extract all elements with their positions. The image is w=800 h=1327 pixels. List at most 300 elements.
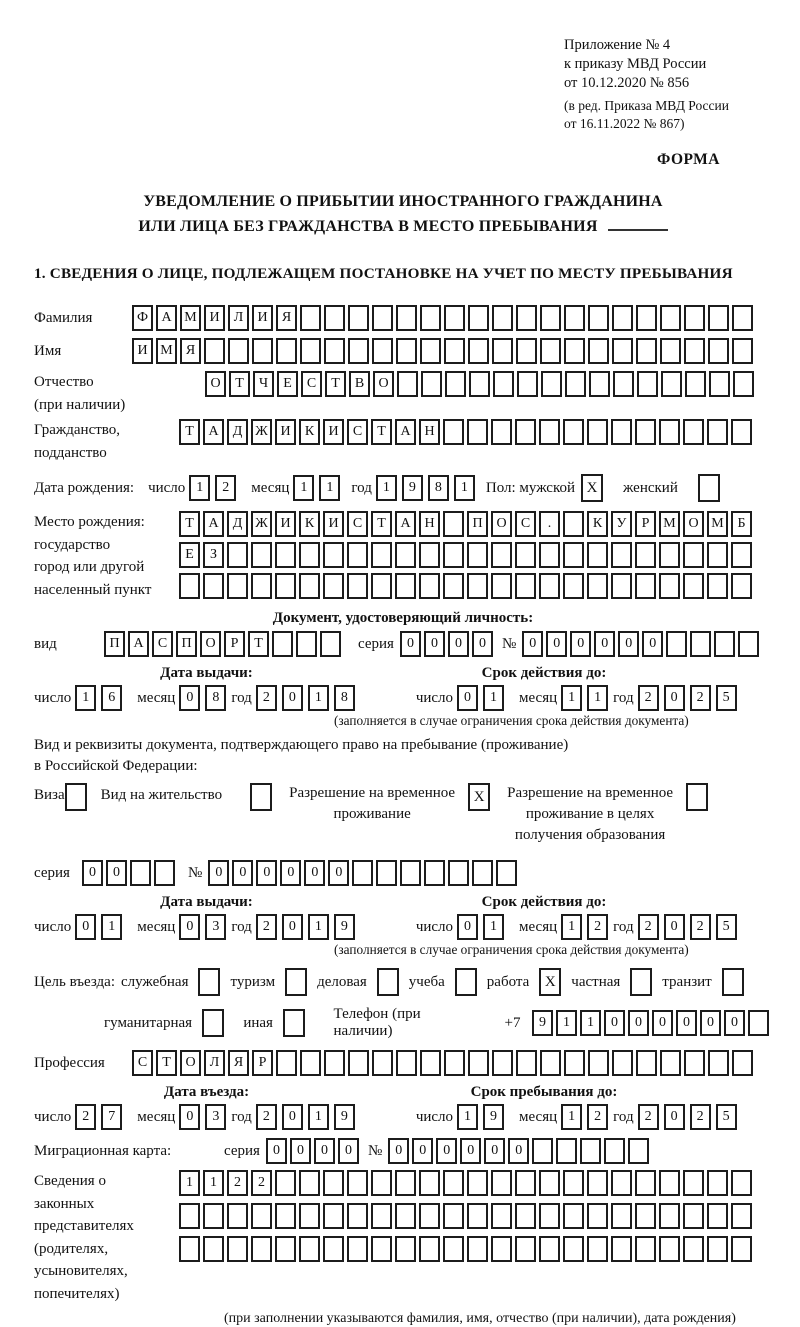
char-cell[interactable] [444,338,465,364]
char-cell[interactable] [685,371,706,397]
char-cell[interactable] [320,631,341,657]
char-cell[interactable] [683,1203,704,1229]
char-cell[interactable] [443,1203,464,1229]
char-cell[interactable] [371,573,392,599]
char-cell[interactable]: 9 [532,1010,553,1036]
char-cell[interactable] [611,542,632,568]
char-cell[interactable]: 0 [457,914,478,940]
char-cell[interactable] [563,1203,584,1229]
char-cell[interactable]: В [349,371,370,397]
char-cell[interactable]: М [659,511,680,537]
char-cell[interactable]: 0 [388,1138,409,1164]
char-cell[interactable] [443,511,464,537]
char-cell[interactable]: Т [156,1050,177,1076]
char-cell[interactable]: 0 [412,1138,433,1164]
checkbox-humanitarian[interactable] [202,1009,224,1037]
char-cell[interactable]: 0 [460,1138,481,1164]
char-cell[interactable] [515,1203,536,1229]
char-cell[interactable] [516,305,537,331]
char-cell[interactable]: . [539,511,560,537]
char-cell[interactable] [468,305,489,331]
char-cell[interactable] [179,1203,200,1229]
char-cell[interactable]: 0 [256,860,277,886]
char-cell[interactable] [347,573,368,599]
char-cell[interactable] [539,1203,560,1229]
char-cell[interactable] [707,1203,728,1229]
char-cell[interactable]: З [203,542,224,568]
char-cell[interactable] [539,573,560,599]
char-cell[interactable] [130,860,151,886]
char-cell[interactable] [589,371,610,397]
char-cell[interactable] [683,1170,704,1196]
char-cell[interactable] [731,419,752,445]
char-cell[interactable]: П [467,511,488,537]
char-cell[interactable] [635,573,656,599]
char-cell[interactable]: 1 [75,685,96,711]
char-cell[interactable]: 3 [205,1104,226,1130]
char-cell[interactable]: П [104,631,125,657]
char-cell[interactable] [732,338,753,364]
char-cell[interactable] [251,573,272,599]
char-cell[interactable] [324,338,345,364]
char-cell[interactable] [580,1138,601,1164]
char-cell[interactable] [299,1236,320,1262]
char-cell[interactable] [708,1050,729,1076]
char-cell[interactable] [347,1236,368,1262]
char-cell[interactable] [683,542,704,568]
char-cell[interactable]: 1 [376,475,397,501]
char-cell[interactable] [732,305,753,331]
char-cell[interactable] [491,573,512,599]
char-cell[interactable]: И [275,511,296,537]
char-cell[interactable] [448,860,469,886]
char-cell[interactable] [491,1203,512,1229]
checkbox-other[interactable] [283,1009,305,1037]
char-cell[interactable]: 9 [334,914,355,940]
char-cell[interactable] [587,1203,608,1229]
char-cell[interactable]: 1 [561,1104,582,1130]
char-cell[interactable]: 9 [402,475,423,501]
char-cell[interactable]: А [395,419,416,445]
char-cell[interactable] [516,338,537,364]
char-cell[interactable] [707,1236,728,1262]
char-cell[interactable]: У [611,511,632,537]
char-cell[interactable] [637,371,658,397]
char-cell[interactable]: 0 [424,631,445,657]
checkbox-residence-permit[interactable] [250,783,272,811]
char-cell[interactable] [443,1170,464,1196]
char-cell[interactable]: 0 [594,631,615,657]
char-cell[interactable]: 2 [690,914,711,940]
char-cell[interactable] [707,542,728,568]
checkbox-official[interactable] [198,968,220,996]
char-cell[interactable] [636,338,657,364]
char-cell[interactable] [396,1050,417,1076]
char-cell[interactable] [467,419,488,445]
char-cell[interactable] [635,1203,656,1229]
char-cell[interactable]: Т [325,371,346,397]
char-cell[interactable] [563,542,584,568]
char-cell[interactable] [588,305,609,331]
char-cell[interactable] [707,1170,728,1196]
char-cell[interactable] [468,1050,489,1076]
char-cell[interactable]: 0 [652,1010,673,1036]
char-cell[interactable] [516,1050,537,1076]
char-cell[interactable]: С [132,1050,153,1076]
char-cell[interactable] [539,1236,560,1262]
char-cell[interactable]: 0 [546,631,567,657]
char-cell[interactable] [372,305,393,331]
char-cell[interactable] [587,1170,608,1196]
char-cell[interactable]: 0 [106,860,127,886]
char-cell[interactable]: 0 [604,1010,625,1036]
char-cell[interactable] [492,305,513,331]
char-cell[interactable] [203,1236,224,1262]
char-cell[interactable] [732,1050,753,1076]
char-cell[interactable] [299,573,320,599]
char-cell[interactable] [372,1050,393,1076]
char-cell[interactable] [443,1236,464,1262]
char-cell[interactable] [371,1236,392,1262]
checkbox-female[interactable] [698,474,720,502]
char-cell[interactable] [347,1203,368,1229]
char-cell[interactable] [563,419,584,445]
char-cell[interactable] [419,1236,440,1262]
char-cell[interactable] [395,542,416,568]
char-cell[interactable] [731,1203,752,1229]
char-cell[interactable] [563,511,584,537]
char-cell[interactable] [587,573,608,599]
char-cell[interactable] [492,1050,513,1076]
char-cell[interactable] [611,573,632,599]
char-cell[interactable]: 1 [319,475,340,501]
char-cell[interactable] [708,305,729,331]
char-cell[interactable] [179,573,200,599]
char-cell[interactable]: 2 [256,685,277,711]
char-cell[interactable]: 0 [628,1010,649,1036]
char-cell[interactable] [467,1236,488,1262]
char-cell[interactable] [467,1170,488,1196]
char-cell[interactable] [203,573,224,599]
char-cell[interactable] [421,371,442,397]
char-cell[interactable]: И [323,419,344,445]
char-cell[interactable] [299,1170,320,1196]
char-cell[interactable] [541,371,562,397]
char-cell[interactable]: 2 [587,1104,608,1130]
char-cell[interactable] [275,542,296,568]
char-cell[interactable]: 1 [580,1010,601,1036]
char-cell[interactable] [419,542,440,568]
char-cell[interactable] [588,338,609,364]
char-cell[interactable] [604,1138,625,1164]
char-cell[interactable] [400,860,421,886]
char-cell[interactable]: 0 [724,1010,745,1036]
char-cell[interactable] [733,371,754,397]
char-cell[interactable]: Р [635,511,656,537]
char-cell[interactable] [472,860,493,886]
char-cell[interactable] [611,1170,632,1196]
char-cell[interactable]: 2 [227,1170,248,1196]
char-cell[interactable]: 0 [208,860,229,886]
char-cell[interactable]: Е [277,371,298,397]
char-cell[interactable] [347,1170,368,1196]
char-cell[interactable] [444,305,465,331]
char-cell[interactable] [565,371,586,397]
char-cell[interactable] [612,1050,633,1076]
char-cell[interactable]: Н [419,511,440,537]
char-cell[interactable] [443,419,464,445]
char-cell[interactable]: 0 [280,860,301,886]
char-cell[interactable]: Т [179,511,200,537]
char-cell[interactable] [443,542,464,568]
char-cell[interactable]: 1 [457,1104,478,1130]
char-cell[interactable]: 7 [101,1104,122,1130]
char-cell[interactable] [227,1236,248,1262]
char-cell[interactable]: 0 [472,631,493,657]
checkbox-edu-permit[interactable] [686,783,708,811]
char-cell[interactable]: Ф [132,305,153,331]
char-cell[interactable] [324,1050,345,1076]
char-cell[interactable] [539,542,560,568]
char-cell[interactable] [587,542,608,568]
char-cell[interactable] [420,338,441,364]
char-cell[interactable] [300,305,321,331]
char-cell[interactable] [276,338,297,364]
char-cell[interactable] [227,573,248,599]
char-cell[interactable] [204,338,225,364]
char-cell[interactable]: К [587,511,608,537]
char-cell[interactable] [683,419,704,445]
char-cell[interactable]: Б [731,511,752,537]
char-cell[interactable]: 8 [205,685,226,711]
char-cell[interactable]: К [299,419,320,445]
char-cell[interactable]: 0 [436,1138,457,1164]
char-cell[interactable] [491,419,512,445]
char-cell[interactable]: 5 [716,1104,737,1130]
char-cell[interactable]: Д [227,419,248,445]
char-cell[interactable]: 1 [101,914,122,940]
char-cell[interactable]: Е [179,542,200,568]
char-cell[interactable] [635,1170,656,1196]
char-cell[interactable] [635,542,656,568]
char-cell[interactable] [491,1170,512,1196]
checkbox-temp-permit[interactable]: X [468,783,490,811]
char-cell[interactable] [539,419,560,445]
char-cell[interactable]: 0 [314,1138,335,1164]
char-cell[interactable] [251,542,272,568]
char-cell[interactable] [708,338,729,364]
char-cell[interactable] [515,419,536,445]
char-cell[interactable] [323,1236,344,1262]
char-cell[interactable]: Ж [251,419,272,445]
char-cell[interactable] [532,1138,553,1164]
char-cell[interactable] [636,1050,657,1076]
char-cell[interactable]: 0 [304,860,325,886]
char-cell[interactable]: 0 [448,631,469,657]
char-cell[interactable]: М [156,338,177,364]
checkbox-private[interactable] [630,968,652,996]
char-cell[interactable] [612,305,633,331]
char-cell[interactable] [564,305,585,331]
char-cell[interactable] [395,1236,416,1262]
char-cell[interactable] [587,1236,608,1262]
char-cell[interactable]: 0 [82,860,103,886]
char-cell[interactable]: 2 [75,1104,96,1130]
char-cell[interactable] [684,338,705,364]
char-cell[interactable] [419,573,440,599]
char-cell[interactable] [275,1236,296,1262]
char-cell[interactable]: Л [204,1050,225,1076]
char-cell[interactable] [563,1170,584,1196]
char-cell[interactable] [659,1236,680,1262]
char-cell[interactable]: С [347,511,368,537]
char-cell[interactable] [324,305,345,331]
char-cell[interactable]: 2 [690,685,711,711]
checkbox-visa[interactable] [65,783,87,811]
char-cell[interactable] [738,631,759,657]
char-cell[interactable]: 0 [664,1104,685,1130]
char-cell[interactable] [563,573,584,599]
char-cell[interactable]: 1 [189,475,210,501]
char-cell[interactable] [445,371,466,397]
char-cell[interactable] [323,1203,344,1229]
char-cell[interactable] [492,338,513,364]
char-cell[interactable]: Ч [253,371,274,397]
char-cell[interactable] [748,1010,769,1036]
char-cell[interactable] [444,1050,465,1076]
char-cell[interactable] [424,860,445,886]
char-cell[interactable] [611,419,632,445]
char-cell[interactable] [611,1203,632,1229]
char-cell[interactable] [467,542,488,568]
char-cell[interactable]: 0 [664,685,685,711]
char-cell[interactable]: 0 [75,914,96,940]
char-cell[interactable]: 2 [638,1104,659,1130]
char-cell[interactable] [611,1236,632,1262]
char-cell[interactable]: 8 [428,475,449,501]
char-cell[interactable]: 1 [293,475,314,501]
char-cell[interactable] [683,1236,704,1262]
char-cell[interactable] [515,542,536,568]
char-cell[interactable] [587,419,608,445]
char-cell[interactable] [323,573,344,599]
char-cell[interactable] [515,1236,536,1262]
char-cell[interactable]: 1 [308,1104,329,1130]
char-cell[interactable]: 6 [101,685,122,711]
char-cell[interactable] [540,338,561,364]
char-cell[interactable]: М [707,511,728,537]
char-cell[interactable]: 0 [618,631,639,657]
char-cell[interactable]: Я [276,305,297,331]
char-cell[interactable]: 0 [700,1010,721,1036]
char-cell[interactable]: 1 [561,914,582,940]
char-cell[interactable] [154,860,175,886]
char-cell[interactable] [731,1236,752,1262]
char-cell[interactable]: А [203,419,224,445]
checkbox-male[interactable]: X [581,474,603,502]
char-cell[interactable] [419,1203,440,1229]
char-cell[interactable]: Н [419,419,440,445]
char-cell[interactable]: 0 [664,914,685,940]
char-cell[interactable]: 2 [690,1104,711,1130]
char-cell[interactable]: О [491,511,512,537]
char-cell[interactable]: 2 [587,914,608,940]
char-cell[interactable] [714,631,735,657]
char-cell[interactable]: 0 [179,685,200,711]
char-cell[interactable] [684,1050,705,1076]
char-cell[interactable]: 1 [556,1010,577,1036]
char-cell[interactable] [228,338,249,364]
char-cell[interactable] [300,1050,321,1076]
char-cell[interactable] [612,338,633,364]
checkbox-tourism[interactable] [285,968,307,996]
char-cell[interactable] [352,860,373,886]
char-cell[interactable]: Т [229,371,250,397]
char-cell[interactable] [395,573,416,599]
char-cell[interactable] [690,631,711,657]
char-cell[interactable] [323,542,344,568]
char-cell[interactable] [252,338,273,364]
char-cell[interactable]: 0 [338,1138,359,1164]
char-cell[interactable] [469,371,490,397]
char-cell[interactable] [613,371,634,397]
char-cell[interactable] [628,1138,649,1164]
char-cell[interactable]: А [128,631,149,657]
char-cell[interactable]: 2 [256,914,277,940]
char-cell[interactable]: 0 [642,631,663,657]
char-cell[interactable]: 0 [266,1138,287,1164]
char-cell[interactable] [563,1236,584,1262]
char-cell[interactable]: О [373,371,394,397]
char-cell[interactable] [467,1203,488,1229]
char-cell[interactable]: 2 [256,1104,277,1130]
char-cell[interactable]: 1 [203,1170,224,1196]
char-cell[interactable]: Л [228,305,249,331]
char-cell[interactable]: С [152,631,173,657]
char-cell[interactable] [420,1050,441,1076]
char-cell[interactable] [419,1170,440,1196]
char-cell[interactable] [299,542,320,568]
char-cell[interactable] [275,1170,296,1196]
char-cell[interactable] [709,371,730,397]
char-cell[interactable]: 1 [179,1170,200,1196]
char-cell[interactable]: 1 [561,685,582,711]
char-cell[interactable] [564,338,585,364]
char-cell[interactable]: О [683,511,704,537]
char-cell[interactable]: С [515,511,536,537]
char-cell[interactable] [515,573,536,599]
char-cell[interactable] [661,371,682,397]
char-cell[interactable] [468,338,489,364]
char-cell[interactable]: 8 [334,685,355,711]
char-cell[interactable] [659,419,680,445]
char-cell[interactable] [539,1170,560,1196]
char-cell[interactable]: И [132,338,153,364]
char-cell[interactable]: 5 [716,914,737,940]
char-cell[interactable] [348,1050,369,1076]
char-cell[interactable]: 1 [587,685,608,711]
checkbox-business[interactable] [377,968,399,996]
char-cell[interactable] [635,419,656,445]
char-cell[interactable] [323,1170,344,1196]
char-cell[interactable]: И [252,305,273,331]
char-cell[interactable]: 3 [205,914,226,940]
char-cell[interactable]: 0 [484,1138,505,1164]
char-cell[interactable] [296,631,317,657]
char-cell[interactable] [371,1203,392,1229]
char-cell[interactable] [251,1236,272,1262]
char-cell[interactable]: 2 [638,914,659,940]
